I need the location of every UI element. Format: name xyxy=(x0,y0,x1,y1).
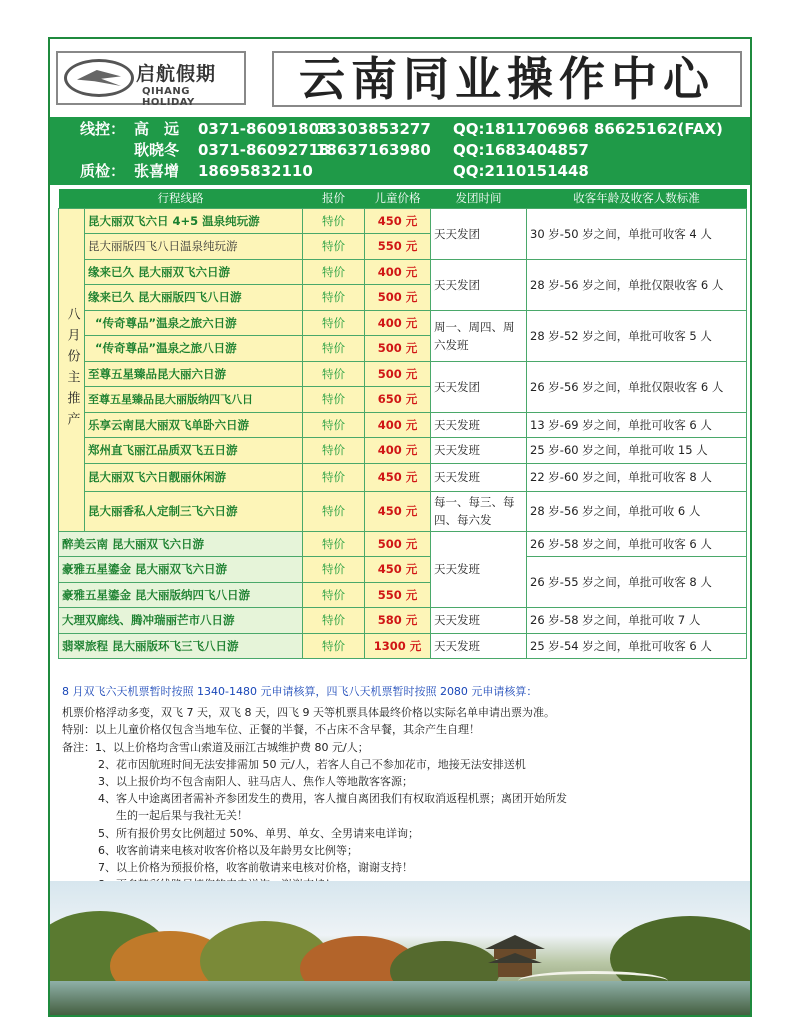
contact-label: 质检： xyxy=(80,162,126,180)
notes-section xyxy=(62,683,742,911)
price: 特价 xyxy=(303,633,365,659)
route-name: 缘来已久 昆大丽双飞六日游 xyxy=(85,259,303,285)
table-row xyxy=(59,412,747,438)
customer-standard: 28 岁-56 岁之间，单批仅限收客 6 人 xyxy=(527,259,747,310)
month-label: 八月份主推产 xyxy=(59,208,85,531)
float-note: 机票价格浮动多变，双飞 7 天，双飞 8 天，四飞 9 天等机票具体最终价格以实际名单申请出票为准。 xyxy=(62,706,555,720)
contact-qq[interactable]: QQ:1811706968 xyxy=(453,120,589,138)
price: 特价 xyxy=(303,463,365,491)
page-title: 云南同业操作中心 xyxy=(272,51,742,107)
logo-english-name: QIHANG HOLIDAY xyxy=(142,86,195,108)
contact-mobile[interactable]: 18637163980 xyxy=(316,141,431,159)
depart-time: 天天发班 xyxy=(431,633,527,659)
header-depart: 发团时间 xyxy=(431,189,527,208)
contact-phone[interactable]: 0371-86092718 xyxy=(198,141,330,159)
child-price: 550 元 xyxy=(365,582,431,608)
child-price: 580 元 xyxy=(365,608,431,634)
child-price: 400 元 xyxy=(365,259,431,285)
child-price: 500 元 xyxy=(365,336,431,362)
route-name: 乐享云南昆大丽双飞单卧六日游 xyxy=(85,412,303,438)
price: 特价 xyxy=(303,557,365,583)
child-price: 450 元 xyxy=(365,491,431,531)
child-price: 400 元 xyxy=(365,310,431,336)
contact-qq[interactable]: QQ:2110151448 xyxy=(453,162,589,180)
customer-standard: 26 岁-56 岁之间，单批仅限收客 6 人 xyxy=(527,361,747,412)
bridge-shape xyxy=(518,971,668,991)
price: 特价 xyxy=(303,259,365,285)
table-row xyxy=(59,310,747,336)
customer-standard: 13 岁-69 岁之间，单批可收客 6 人 xyxy=(527,412,747,438)
child-price: 450 元 xyxy=(365,208,431,234)
header-standard: 收客年龄及收客人数标准 xyxy=(527,189,747,208)
depart-time: 天天发团 xyxy=(431,259,527,310)
child-price: 400 元 xyxy=(365,412,431,438)
child-price: 500 元 xyxy=(365,531,431,557)
contact-name: 张喜增 xyxy=(134,162,180,180)
price: 特价 xyxy=(303,491,365,531)
child-price: 1300 元 xyxy=(365,633,431,659)
table-row xyxy=(59,608,747,634)
logo-chinese-name: 启航假期 xyxy=(136,63,217,85)
contact-row xyxy=(50,140,750,160)
customer-standard: 30 岁-50 岁之间，单批可收客 4 人 xyxy=(527,208,747,259)
price: 特价 xyxy=(303,234,365,260)
contact-label: 线控： xyxy=(80,120,126,138)
remark-item: 3、以上报价均不包含南阳人、驻马店人、焦作人等地散客客源； xyxy=(98,775,413,789)
customer-standard: 26 岁-58 岁之间，单批可收客 6 人 xyxy=(527,531,747,557)
header-route: 行程线路 xyxy=(59,189,303,208)
depart-time: 天天发班 xyxy=(431,531,527,608)
customer-standard: 28 岁-52 岁之间，单批可收客 5 人 xyxy=(527,310,747,361)
customer-standard: 28 岁-56 岁之间，单批可收 6 人 xyxy=(527,491,747,531)
contact-panel xyxy=(50,117,750,185)
table-row xyxy=(59,438,747,464)
special-note: 特别：以上儿童价格仅包含当地车位、正餐的半餐，不占床不含早餐，其余产生自理！ xyxy=(62,723,480,737)
route-name: 昆大丽双飞六日 4+5 温泉纯玩游 xyxy=(85,208,303,234)
remark-text: 1、以上价格均含雪山索道及丽江古城维护费 80 元/人； xyxy=(95,740,369,754)
depart-time: 周一、周四、周六发班 xyxy=(431,310,527,361)
child-price: 500 元 xyxy=(365,285,431,311)
route-name: 至尊五星臻品昆大丽版纳四飞八日 xyxy=(85,387,303,413)
header xyxy=(50,39,750,117)
flyer-frame xyxy=(48,37,752,1017)
price: 特价 xyxy=(303,361,365,387)
table-row xyxy=(59,208,747,234)
depart-time: 天天发班 xyxy=(431,608,527,634)
route-name: 醉美云南 昆大丽双飞六日游 xyxy=(59,531,303,557)
table-row xyxy=(59,463,747,491)
contact-phone[interactable]: 0371-86091808 xyxy=(198,120,330,138)
logo-emblem-icon xyxy=(64,59,134,97)
depart-time: 天天发团 xyxy=(431,361,527,412)
depart-time: 天天发班 xyxy=(431,463,527,491)
price: 特价 xyxy=(303,387,365,413)
child-price: 500 元 xyxy=(365,361,431,387)
child-price: 650 元 xyxy=(365,387,431,413)
contact-name: 耿晓冬 xyxy=(134,141,180,159)
customer-standard: 22 岁-60 岁之间，单批可收客 8 人 xyxy=(527,463,747,491)
price: 特价 xyxy=(303,208,365,234)
price: 特价 xyxy=(303,412,365,438)
customer-standard: 25 岁-60 岁之间，单批可收 15 人 xyxy=(527,438,747,464)
remark-item: 4、客人中途离团者需补齐参团发生的费用，客人擅自离团我们有权取消返程机票；离团开始所发 xyxy=(98,792,567,806)
customer-standard: 25 岁-54 岁之间，单批可收客 6 人 xyxy=(527,633,747,659)
table-row xyxy=(59,633,747,659)
airfare-note: 8 月双飞六天机票暂时按照 1340-1480 元申请核算，四飞八天机票暂时按照 2080 元申请核算： xyxy=(62,685,538,698)
contact-qq[interactable]: QQ:1683404857 xyxy=(453,141,589,159)
remark-item: 生的一起后果与我社无关！ xyxy=(116,809,248,823)
child-price: 550 元 xyxy=(365,234,431,260)
price: 特价 xyxy=(303,438,365,464)
route-name: 昆大丽双飞六日靓丽休闲游 xyxy=(85,463,303,491)
customer-standard: 26 岁-55 岁之间，单批可收客 8 人 xyxy=(527,557,747,608)
route-name: 昆大丽版四飞八日温泉纯玩游 xyxy=(85,234,303,260)
route-price-table xyxy=(58,189,746,659)
price: 特价 xyxy=(303,531,365,557)
header-price: 报价 xyxy=(303,189,365,208)
price: 特价 xyxy=(303,608,365,634)
table-header-row xyxy=(59,189,747,208)
contact-row xyxy=(50,161,750,181)
remark-item xyxy=(62,739,742,756)
route-name: “传奇尊品”温泉之旅八日游 xyxy=(85,336,303,362)
table-row xyxy=(59,491,747,531)
contact-phone[interactable]: 18695832110 xyxy=(198,162,313,180)
remark-item: 6、收客前请来电核对收客价格以及年龄男女比例等； xyxy=(98,843,358,857)
remark-item: 5、所有报价男女比例超过 50%、单男、单女、全男请来电详询； xyxy=(98,826,419,840)
route-name: 缘来已久 昆大丽版四飞八日游 xyxy=(85,285,303,311)
depart-time: 天天发班 xyxy=(431,412,527,438)
depart-time: 天天发班 xyxy=(431,438,527,464)
remark-title: 备注： xyxy=(62,740,95,754)
depart-time: 天天发团 xyxy=(431,208,527,259)
remark-item: 2、花市因航班时间无法安排需加 50 元/人，若客人自己不参加花市，地接无法安排送机 xyxy=(98,757,526,771)
price: 特价 xyxy=(303,582,365,608)
contact-fax: 86625162(FAX) xyxy=(594,120,723,138)
route-name: 昆大丽香私人定制三飞六日游 xyxy=(85,491,303,531)
contact-row xyxy=(50,119,750,139)
child-price: 400 元 xyxy=(365,438,431,464)
table-row xyxy=(59,557,747,583)
customer-standard: 26 岁-58 岁之间，单批可收 7 人 xyxy=(527,608,747,634)
header-child-price: 儿童价格 xyxy=(365,189,431,208)
table-row xyxy=(59,361,747,387)
table-row xyxy=(59,259,747,285)
route-name: 至尊五星臻品昆大丽六日游 xyxy=(85,361,303,387)
child-price: 450 元 xyxy=(365,557,431,583)
child-price: 450 元 xyxy=(365,463,431,491)
remark-item: 7、以上价格为预报价格，收客前敬请来电核对价格，谢谢支持！ xyxy=(98,861,413,875)
route-name: 郑州直飞丽江品质双飞五日游 xyxy=(85,438,303,464)
price: 特价 xyxy=(303,285,365,311)
table-row xyxy=(59,531,747,557)
contact-mobile[interactable]: 13303853277 xyxy=(316,120,431,138)
price: 特价 xyxy=(303,310,365,336)
logo xyxy=(56,51,246,108)
route-name: 豪雅五星鎏金 昆大丽版纳四飞八日游 xyxy=(59,582,303,608)
scenery-image xyxy=(50,881,750,1017)
route-name: 豪雅五星鎏金 昆大丽双飞六日游 xyxy=(59,557,303,583)
route-name: “传奇尊品”温泉之旅六日游 xyxy=(85,310,303,336)
route-name: 大理双廊线、腾冲瑞丽芒市八日游 xyxy=(59,608,303,634)
price: 特价 xyxy=(303,336,365,362)
contact-name: 高 远 xyxy=(134,120,180,138)
route-name: 翡翠旅程 昆大丽版环飞三飞八日游 xyxy=(59,633,303,659)
depart-time: 每一、每三、每四、每六发 xyxy=(431,491,527,531)
